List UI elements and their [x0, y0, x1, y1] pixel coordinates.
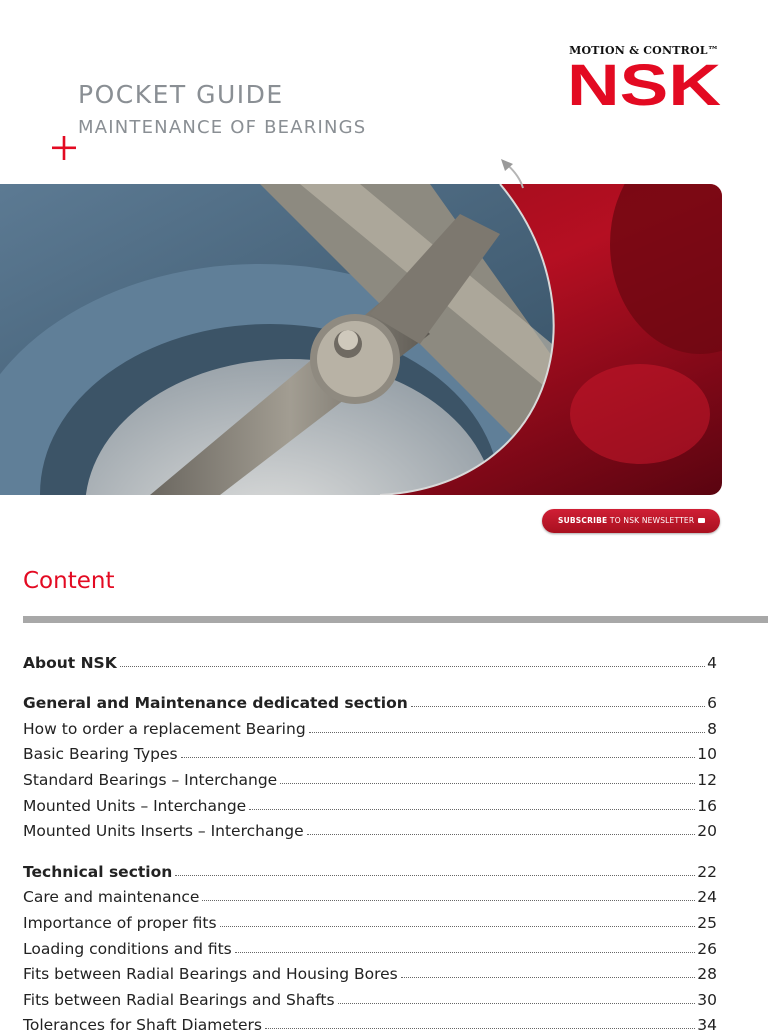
subscribe-newsletter-button[interactable]	[542, 509, 720, 533]
toc-entry-label: Mounted Units Inserts – Interchange	[23, 822, 304, 841]
toc-entry-label: How to order a replacement Bearing	[23, 719, 306, 738]
toc-entry[interactable]	[23, 789, 717, 815]
subscribe-label: SUBSCRIBE TO NSK NEWSLETTER	[558, 516, 695, 525]
mail-icon	[698, 518, 705, 523]
toc-entry-label: Basic Bearing Types	[23, 745, 178, 764]
toc-dot-leader	[265, 1028, 695, 1029]
heading-divider	[23, 616, 768, 623]
toc-entry[interactable]	[23, 815, 717, 841]
toc-entry-label: Care and maintenance	[23, 888, 200, 907]
toc-entry[interactable]	[23, 881, 717, 907]
toc-dot-leader	[175, 875, 695, 876]
toc-entry[interactable]	[23, 763, 717, 789]
toc-dot-leader	[411, 706, 705, 707]
toc-entry[interactable]	[23, 855, 717, 881]
toc-entry[interactable]	[23, 983, 717, 1009]
toc-entry-page: 22	[697, 862, 717, 881]
toc-entry-page: 12	[697, 770, 717, 789]
toc-entry-page: 8	[707, 719, 717, 738]
curve-arrow-icon	[496, 156, 536, 196]
toc-dot-leader	[235, 952, 696, 953]
toc-entry-label: Importance of proper fits	[23, 913, 217, 932]
brand-tagline: MOTION & CONTROL™	[569, 44, 719, 57]
toc-dot-leader	[280, 783, 695, 784]
page-title: POCKET GUIDE	[78, 80, 284, 109]
toc-entry-label: Tolerances for Shaft Diameters	[23, 1016, 262, 1034]
toc-entry[interactable]	[23, 932, 717, 958]
page-subtitle: MAINTENANCE OF BEARINGS	[78, 117, 367, 138]
toc-dot-leader	[401, 977, 696, 978]
toc-entry[interactable]	[23, 958, 717, 984]
toc-dot-leader	[120, 666, 705, 667]
toc-entry-page: 28	[697, 965, 717, 984]
toc-dot-leader	[202, 900, 695, 901]
toc-entry-page: 20	[697, 822, 717, 841]
toc-dot-leader	[338, 1003, 696, 1004]
toc-entry[interactable]	[23, 738, 717, 764]
toc-entry[interactable]	[23, 1009, 717, 1034]
toc-entry-label: Loading conditions and fits	[23, 939, 232, 958]
toc-dot-leader	[220, 926, 696, 927]
toc-dot-leader	[307, 834, 696, 835]
toc-entry[interactable]	[23, 712, 717, 738]
toc-entry-page: 16	[697, 796, 717, 815]
toc-entry[interactable]	[23, 646, 717, 672]
toc-entry-label: General and Maintenance dedicated section	[23, 694, 408, 713]
toc-entry-page: 24	[697, 888, 717, 907]
toc-entry-page: 26	[697, 939, 717, 958]
toc-entry-label: About NSK	[23, 653, 117, 672]
toc-entry-label: Technical section	[23, 862, 173, 881]
toc-entry-label: Fits between Radial Bearings and Shafts	[23, 990, 335, 1009]
toc-dot-leader	[309, 732, 705, 733]
toc-entry-label: Mounted Units – Interchange	[23, 796, 247, 815]
nsk-logo-text: NSK	[567, 53, 722, 112]
toc-entry-page: 30	[697, 990, 717, 1009]
plus-icon	[50, 134, 78, 162]
toc-entry[interactable]	[23, 906, 717, 932]
nsk-logo	[564, 52, 724, 112]
toc-dot-leader	[181, 757, 696, 758]
toc-entry-page: 25	[697, 913, 717, 932]
table-of-contents	[23, 646, 717, 1034]
toc-entry-page: 4	[707, 653, 717, 672]
toc-entry-page: 6	[707, 694, 717, 713]
toc-entry-label: Fits between Radial Bearings and Housing Bores	[23, 965, 398, 984]
toc-entry[interactable]	[23, 687, 717, 713]
toc-entry-page: 10	[697, 745, 717, 764]
toc-entry-page: 34	[697, 1016, 717, 1034]
content-heading: Content	[23, 568, 115, 594]
hero-image	[0, 184, 722, 495]
toc-entry-label: Standard Bearings – Interchange	[23, 770, 278, 789]
toc-dot-leader	[249, 809, 695, 810]
